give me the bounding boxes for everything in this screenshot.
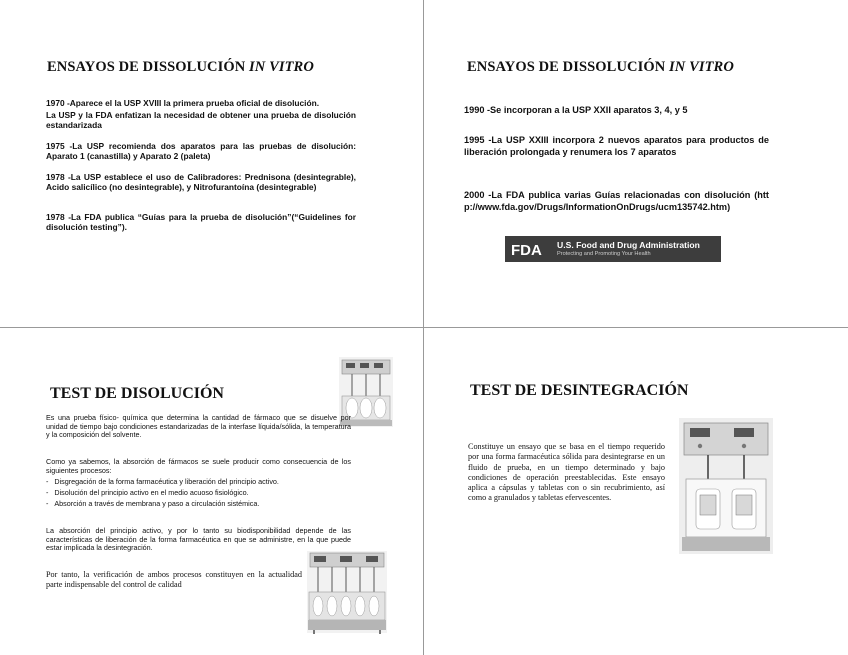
title-text: ENSAYOS DE DISSOLUCIÓN bbox=[47, 59, 246, 75]
paragraph-usp-fda: La USP y la FDA enfatizan la necesidad de obtener una prueba de disolución estandarizada bbox=[46, 110, 356, 130]
paragraph-1970: 1970 -Aparece el la USP XVIII la primera prueba oficial de disolución. bbox=[46, 98, 320, 108]
fda-name: U.S. Food and Drug Administration bbox=[557, 240, 700, 250]
slide-title bbox=[467, 59, 734, 76]
slide-title bbox=[47, 59, 314, 76]
paragraph-1990: 1990 -Se incorporan a la USP XXII aparatos 3, 4, y 5 bbox=[464, 105, 688, 115]
paragraph-1975: 1975 -La USP recomienda dos aparatos para las pruebas de disolución: Aparato 1 (canastilla) y Aparato 2 (paleta) bbox=[46, 141, 356, 161]
paragraph-absorption: Como ya sabemos, la absorción de fármacos se suele producir como consecuencia de los siguientes procesos: bbox=[46, 457, 351, 475]
paragraph-2000: 2000 -La FDA publica varias Guías relacionadas con disolución (http://www.fda.gov/Drugs/InformationOnDrugs/ucm135742.htm) bbox=[464, 190, 769, 212]
svg-text:FDA: FDA bbox=[511, 242, 542, 259]
slide-title: TEST DE DISOLUCIÓN bbox=[50, 385, 224, 402]
slide-1 bbox=[0, 0, 423, 327]
list-item: - Disgregación de la forma farmacéutica y liberación del principio activo. bbox=[46, 476, 351, 487]
paragraph-1978-fda: 1978 -La FDA publica “Guías para la prueba de disolución”(“Guidelines for disolución testing”). bbox=[46, 212, 356, 232]
list-item: - Absorción a través de membrana y paso a circulación sistémica. bbox=[46, 498, 351, 509]
paragraph-1995: 1995 -La USP XXIII incorpora 2 nuevos aparatos para productos de liberación prolongada y renumera los 7 aparatos bbox=[464, 135, 769, 157]
fda-tagline: Protecting and Promoting Your Health bbox=[557, 251, 651, 257]
title-italic: IN VITRO bbox=[249, 59, 314, 75]
title-text: ENSAYOS DE DISSOLUCIÓN bbox=[467, 59, 666, 75]
slide-2 bbox=[424, 0, 848, 327]
process-list bbox=[46, 476, 351, 509]
fda-logo bbox=[505, 236, 721, 262]
paragraph-definition: Es una prueba físico- química que determina la cantidad de fármaco que se disuelve por unidad de tiempo bajo condiciones estandarizadas de la interfase líquida/sólida, la temperatura y la composición del solvente. bbox=[46, 413, 351, 440]
disintegration-tester-image bbox=[678, 417, 774, 555]
fda-mark-icon bbox=[509, 239, 547, 259]
multi-station-apparatus-image bbox=[306, 550, 388, 634]
slide-4 bbox=[424, 328, 848, 655]
title-italic: IN VITRO bbox=[669, 59, 734, 75]
paragraph-1978-calibradores: 1978 -La USP establece el uso de Calibradores: Prednisona (desintegrable), Acido salicílico (no desintegrable), y Nitrofurantoína (desintegrable) bbox=[46, 172, 356, 192]
list-item: - Disolución del principio activo en el medio acuoso fisiológico. bbox=[46, 487, 351, 498]
paragraph-bioavailability: La absorción del principio activo, y por lo tanto su biodisponibilidad depende de las características de liberación de la forma farmacéutica en que se administre, en la que puede estar implicada la desintegración. bbox=[46, 526, 351, 553]
paragraph-conclusion: Por tanto, la verificación de ambos procesos constituyen en la actualidad parte indispensable del control de calidad bbox=[46, 570, 302, 590]
slide-title: TEST DE DESINTEGRACIÓN bbox=[470, 382, 689, 399]
slide-3 bbox=[0, 328, 423, 655]
paragraph-definition: Constituye un ensayo que se basa en el tiempo requerido por una forma farmacéutica sólida para desintegrarse en un fluido de prueba, en un tiempo determinado y bajo condiciones de operación preestablecidas. Este ensayo aplica a cápsulas y tabletas con o sin recubrimiento, así como a granulados y tabletas efervescentes. bbox=[468, 442, 665, 503]
